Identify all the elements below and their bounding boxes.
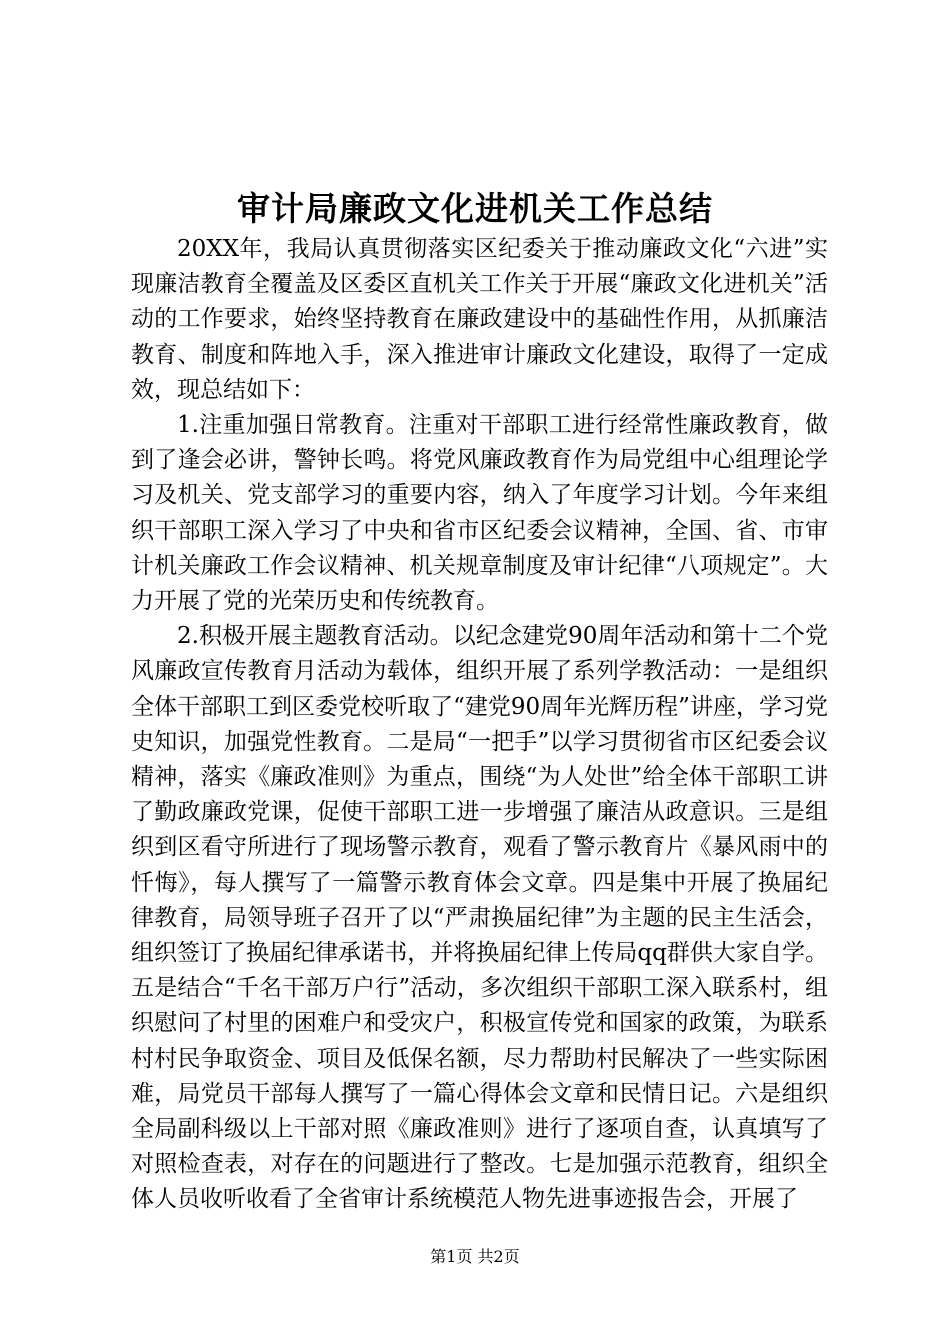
document-title: 审计局廉政文化进机关工作总结	[237, 189, 713, 228]
paragraph-theme-education: 2.积极开展主题教育活动。以纪念建党90周年活动和第十二个党风廉政宣传教育月活动为载体，组织开展了系列学教活动：一是组织全体干部职工到区委党校听取了“建党90周年光辉历程”讲座，学习党史知识，加强党性教育。二是局“一把手”以学习贯彻省市区纪委会议精神，落实《廉政准则》为重点，围绕“为人处世”给全体干部职工讲了勤政廉政党课，促使干部职工进一步增强了廉洁从政意识。三是组织到区看守所进行了现场警示教育，观看了警示教育片《暴风雨中的忏悔》，每人撰写了一篇警示教育体会文章。四是集中开展了换届纪律教育，局领导班子召开了以“严肃换届纪律”为主题的民主生活会，组织签订了换届纪律承诺书，并将换届纪律上传局qq群供大家自学。五是结合“千名干部万户行”活动，多次组织干部职工深入联系村，组织慰问了村里的困难户和受灾户，积极宣传党和国家的政策，为联系村村民争取资金、项目及低保名额，尽力帮助村民解决了一些实际困难，局党员干部每人撰写了一篇心得体会文章和民情日记。六是组织全局副科级以上干部对照《廉政准则》进行了逐项自查，认真填写了对照检查表，对存在的问题进行了整改。七是加强示范教育，组织全体人员收听收看了全省审计系统模范人物先进事迹报告会，开展了	[131, 623, 828, 1213]
paragraph-intro: 20XX年，我局认真贯彻落实区纪委关于推动廉政文化“六进”实现廉洁教育全覆盖及区委区直机关工作关于开展“廉政文化进机关”活动的工作要求，始终坚持教育在廉政建设中的基础性作用，从抓廉洁教育、制度和阵地入手，深入推进审计廉政文化建设，取得了一定成效，现总结如下：	[131, 236, 829, 403]
paragraph-daily-education: 1.注重加强日常教育。注重对干部职工进行经常性廉政教育，做到了逢会必讲，警钟长鸣。将党风廉政教育作为局党组中心组理论学习及机关、党支部学习的重要内容，纳入了年度学习计划。今年来组织干部职工深入学习了中央和省市区纪委会议精神，全国、省、市审计机关廉政工作会议精神、机关规章制度及审计纪律“八项规定”。大力开展了党的光荣历史和传统教育。	[131, 412, 828, 615]
page-footer: 第1页 共2页	[430, 1247, 520, 1266]
document-body	[131, 232, 828, 1218]
